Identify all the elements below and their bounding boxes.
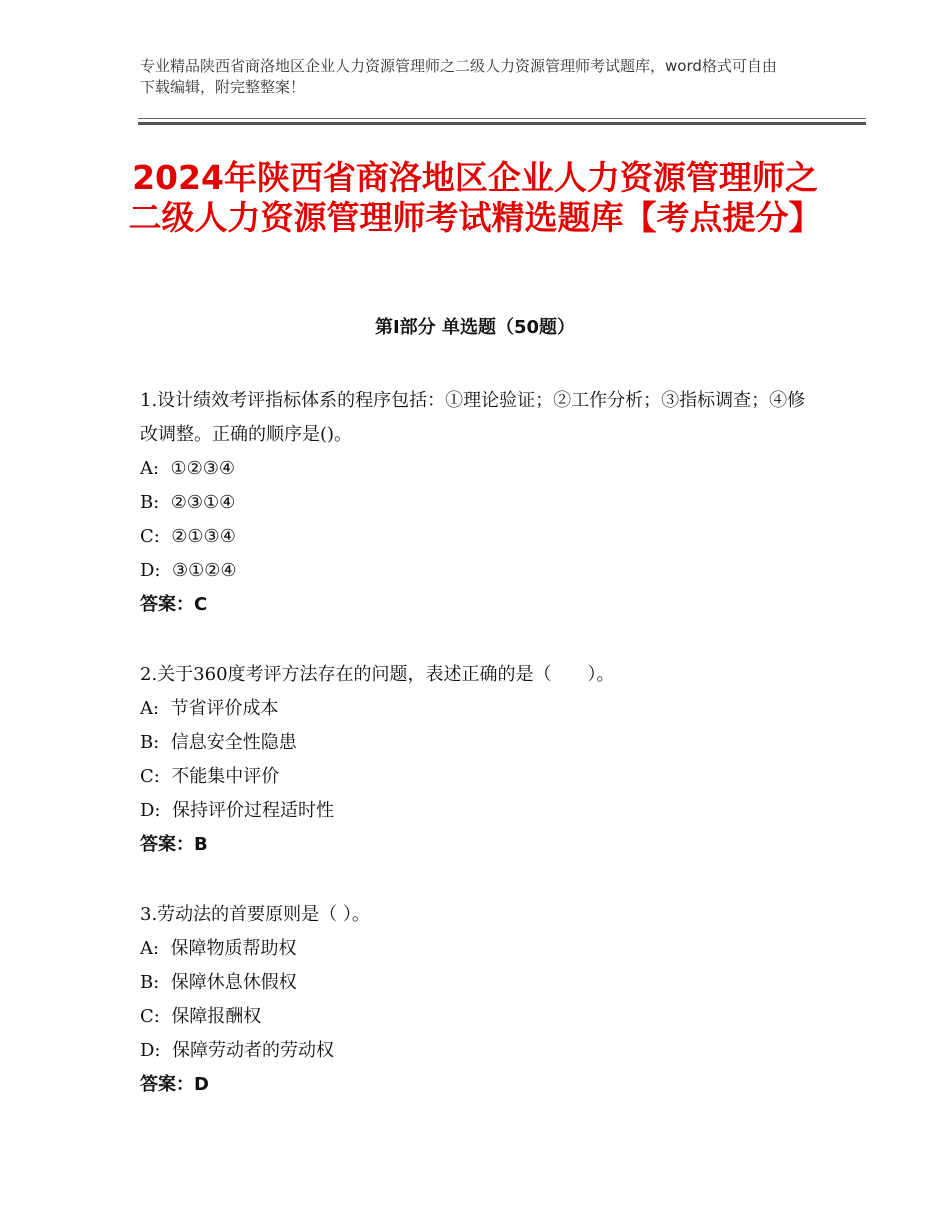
header-divider-thick xyxy=(138,122,866,125)
header-divider-thin xyxy=(138,118,866,119)
section-title: 第Ⅰ部分 单选题（50题） xyxy=(374,317,575,338)
option-c: C: 不能集中评价 xyxy=(140,766,280,787)
option-b: B: ②③①④ xyxy=(140,492,236,513)
option-d: D: 保障劳动者的劳动权 xyxy=(140,1040,334,1061)
option-a: A: 节省评价成本 xyxy=(140,698,279,719)
document-title: 2024年陕西省商洛地区企业人力资源管理师之二级人力资源管理师考试精选题库【考点提分】 xyxy=(128,158,822,237)
option-d: D: 保持评价过程适时性 xyxy=(140,800,334,821)
option-a: A: ①②③④ xyxy=(140,458,236,479)
question-1 xyxy=(140,384,820,622)
header-note: 专业精品陕西省商洛地区企业人力资源管理师之二级人力资源管理师考试题库，word格式可自由下载编辑，附完整整案！ xyxy=(140,57,777,96)
question-3 xyxy=(140,898,820,1102)
question-stem: 1.设计绩效考评指标体系的程序包括：①理论验证；②工作分析；③指标调查；④修改调整。正确的顺序是()。 xyxy=(140,390,806,445)
question-stem: 2.关于360度考评方法存在的问题，表述正确的是（ ）。 xyxy=(140,664,615,685)
option-c: C: ②①③④ xyxy=(140,526,236,547)
option-a: A: 保障物质帮助权 xyxy=(140,938,297,959)
question-stem: 3.劳动法的首要原则是（ ）。 xyxy=(140,904,370,925)
question-2 xyxy=(140,658,820,862)
answer: 答案：D xyxy=(140,1074,209,1095)
option-b: B: 信息安全性隐患 xyxy=(140,732,297,753)
answer: 答案：C xyxy=(140,594,208,615)
option-d: D: ③①②④ xyxy=(140,560,237,581)
option-c: C: 保障报酬权 xyxy=(140,1006,262,1027)
option-b: B: 保障休息休假权 xyxy=(140,972,297,993)
question-list xyxy=(140,384,820,1138)
answer: 答案：B xyxy=(140,834,208,855)
